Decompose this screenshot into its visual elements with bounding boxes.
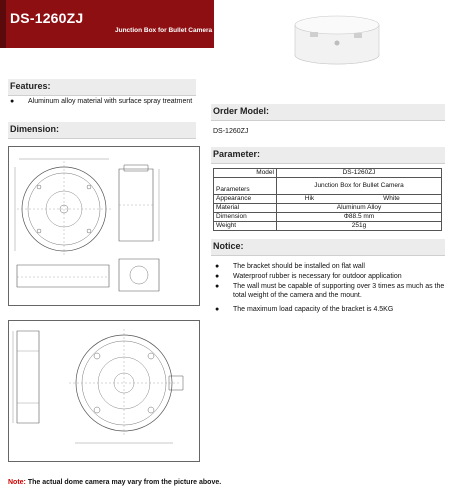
param-value: Φ88.5 mm — [277, 213, 442, 222]
product-subtitle: Junction Box for Bullet Camera — [115, 27, 213, 34]
notice-item-text: The wall must be capable of supporting over 3 times as much as the total weight of the camera and the mount. — [233, 283, 445, 299]
feature-item-text: Aluminum alloy material with surface spray treatment — [28, 98, 193, 105]
param-label: Material — [214, 204, 277, 213]
product-image — [290, 5, 385, 67]
dimension-drawing-side — [8, 320, 200, 462]
param-value: White — [342, 195, 442, 204]
header-accent-bar — [0, 0, 6, 48]
notice-item-text: The bracket should be installed on flat wall — [233, 263, 365, 270]
param-value: 251g — [277, 222, 442, 231]
table-row — [214, 195, 442, 204]
feature-item — [10, 97, 200, 117]
features-heading — [8, 79, 196, 96]
dimension-drawing-top — [8, 146, 200, 306]
table-row — [214, 178, 442, 195]
param-label: Dimension — [214, 213, 277, 222]
notice-heading — [211, 239, 445, 256]
bullet-dot: ● — [215, 283, 220, 290]
param-label: Appearance — [214, 195, 277, 204]
order-model-heading — [211, 104, 445, 121]
param-value: Aluminum Alloy — [277, 204, 442, 213]
notice-item — [215, 272, 445, 281]
bullet-dot: ● — [215, 306, 220, 313]
notice-item — [215, 262, 445, 271]
notice-item — [215, 282, 445, 302]
notice-item-text: Waterproof rubber is necessary for outdoor application — [233, 273, 402, 280]
dimension-heading-text: Dimension: — [10, 124, 60, 134]
notice-heading-text: Notice: — [213, 241, 244, 251]
product-model-title: DS-1260ZJ — [10, 10, 84, 26]
dimension-heading — [8, 122, 196, 139]
table-row — [214, 169, 442, 178]
table-row — [214, 204, 442, 213]
footnote — [8, 479, 221, 486]
order-model-heading-text: Order Model: — [213, 106, 270, 116]
param-label: Weight — [214, 222, 277, 231]
table-row — [214, 222, 442, 231]
footnote-text: The actual dome camera may vary from the picture above. — [25, 479, 222, 486]
param-value: DS-1260ZJ — [277, 169, 442, 178]
notice-item-text: The maximum load capacity of the bracket is 4.5KG — [233, 306, 394, 313]
features-heading-text: Features: — [10, 81, 51, 91]
parameter-table — [213, 168, 442, 231]
parameter-heading — [211, 147, 445, 164]
param-label: Model — [214, 169, 277, 178]
order-model-value: DS-1260ZJ — [213, 128, 249, 135]
bullet-dot: ● — [215, 263, 220, 270]
table-row — [214, 213, 442, 222]
footnote-label: Note: — [8, 479, 26, 486]
parameter-heading-text: Parameter: — [213, 149, 261, 159]
param-label: Parameters — [214, 178, 277, 195]
param-value: Hik — [277, 195, 342, 204]
param-value: Junction Box for Bullet Camera — [277, 178, 442, 195]
header-banner — [0, 0, 214, 48]
bullet-dot: ● — [10, 98, 15, 105]
bullet-dot: ● — [215, 273, 220, 280]
notice-item — [215, 305, 445, 314]
